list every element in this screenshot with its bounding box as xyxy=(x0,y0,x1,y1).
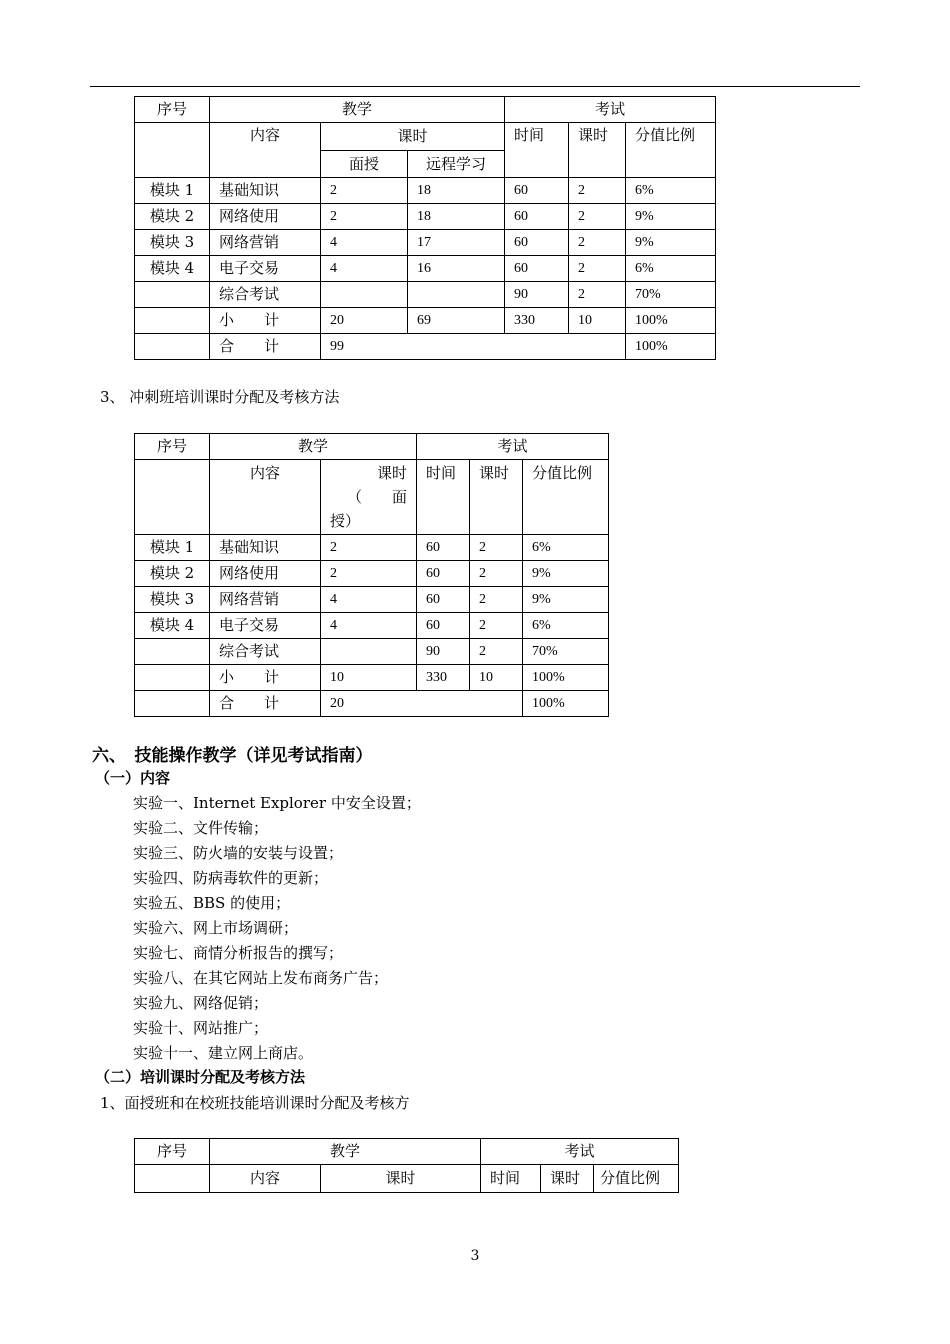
cell-seq xyxy=(135,665,210,691)
list-item: 实验一、Internet Explorer 中安全设置； xyxy=(133,794,421,812)
cell-seq: 模块 2 xyxy=(135,561,210,587)
cell-hours: 2 xyxy=(569,178,626,204)
cell-seq: 模块 2 xyxy=(135,204,210,230)
cell-content: 网络使用 xyxy=(210,204,321,230)
section-6-heading: 六、 技能操作教学（详见考试指南） xyxy=(92,746,373,766)
cell-time: 330 xyxy=(417,665,470,691)
cell-remote: 18 xyxy=(408,178,505,204)
cell-seq xyxy=(135,282,210,308)
cell-exam-hours: 2 xyxy=(470,639,523,665)
cell-seq: 模块 3 xyxy=(135,587,210,613)
table-row xyxy=(135,230,716,256)
cell-time: 60 xyxy=(417,561,470,587)
subsection-content-heading: （一）内容 xyxy=(95,769,171,787)
cell-hours xyxy=(321,639,417,665)
header-hours-line1: 课时 xyxy=(377,464,408,482)
total-label: 合 计 xyxy=(210,691,321,717)
list-item: 实验六、网上市场调研； xyxy=(133,919,299,937)
total-label: 合 计 xyxy=(210,334,321,360)
header-seq-empty xyxy=(135,1165,210,1193)
cell-ratio: 70% xyxy=(626,282,716,308)
header-ratio: 分值比例 xyxy=(523,460,609,535)
cell-seq xyxy=(135,334,210,360)
total-ratio: 100% xyxy=(523,691,609,717)
cell-content: 小 计 xyxy=(210,665,321,691)
total-value: 20 xyxy=(321,691,523,717)
cell-exam-hours: 10 xyxy=(470,665,523,691)
cell-time: 90 xyxy=(505,282,569,308)
schedule-table-1 xyxy=(134,96,716,360)
cell-exam-hours: 2 xyxy=(470,561,523,587)
table-row xyxy=(135,587,609,613)
header-seq: 序号 xyxy=(135,434,210,460)
cell-time: 60 xyxy=(417,613,470,639)
table-row xyxy=(135,613,609,639)
header-time: 时间 xyxy=(417,460,470,535)
header-content: 内容 xyxy=(210,123,321,178)
subsection-training-heading: （二）培训课时分配及考核方法 xyxy=(95,1068,306,1086)
cell-content: 电子交易 xyxy=(210,256,321,282)
section-3-title: 3、 冲刺班培训课时分配及考核方法 xyxy=(100,388,340,406)
cell-content: 网络使用 xyxy=(210,561,321,587)
cell-time: 330 xyxy=(505,308,569,334)
table-row xyxy=(135,561,609,587)
header-seq-empty xyxy=(135,460,210,535)
table-row xyxy=(135,535,609,561)
cell-face: 2 xyxy=(321,204,408,230)
cell-seq: 模块 4 xyxy=(135,613,210,639)
header-seq: 序号 xyxy=(135,97,210,123)
header-teach: 教学 xyxy=(210,97,505,123)
cell-ratio: 9% xyxy=(626,204,716,230)
header-face: 面授 xyxy=(321,151,408,178)
cell-ratio: 100% xyxy=(523,665,609,691)
header-teach: 教学 xyxy=(210,434,417,460)
cell-ratio: 9% xyxy=(626,230,716,256)
cell-content: 综合考试 xyxy=(210,639,321,665)
cell-content: 网络营销 xyxy=(210,230,321,256)
table-row xyxy=(135,178,716,204)
total-ratio: 100% xyxy=(626,334,716,360)
list-item: 实验八、在其它网站上发布商务广告； xyxy=(133,969,389,987)
cell-remote: 16 xyxy=(408,256,505,282)
list-item: 实验九、网络促销； xyxy=(133,994,269,1012)
list-item: 实验四、防病毒软件的更新； xyxy=(133,869,329,887)
table-row xyxy=(135,256,716,282)
cell-face: 20 xyxy=(321,308,408,334)
cell-hours: 2 xyxy=(321,535,417,561)
schedule-table-3 xyxy=(134,1138,679,1193)
list-item: 实验三、防火墙的安装与设置； xyxy=(133,844,344,862)
list-item: 实验十、网站推广； xyxy=(133,1019,269,1037)
header-teach: 教学 xyxy=(210,1139,481,1165)
cell-ratio: 6% xyxy=(523,613,609,639)
cell-content: 基础知识 xyxy=(210,535,321,561)
cell-remote xyxy=(408,282,505,308)
cell-seq xyxy=(135,639,210,665)
cell-time: 90 xyxy=(417,639,470,665)
header-exam-hours: 课时 xyxy=(569,123,626,178)
header-time: 时间 xyxy=(481,1165,541,1193)
header-content: 内容 xyxy=(210,460,321,535)
cell-content: 电子交易 xyxy=(210,613,321,639)
cell-face: 4 xyxy=(321,230,408,256)
cell-hours: 4 xyxy=(321,587,417,613)
table-row xyxy=(135,204,716,230)
cell-time: 60 xyxy=(505,178,569,204)
cell-content: 基础知识 xyxy=(210,178,321,204)
cell-hours: 10 xyxy=(321,665,417,691)
list-item: 实验十一、建立网上商店。 xyxy=(133,1044,314,1062)
header-hours: 课时 xyxy=(321,123,505,151)
header-ratio: 分值比例 xyxy=(594,1165,679,1193)
cell-seq xyxy=(135,308,210,334)
item-1-title: 1、面授班和在校班技能培训课时分配及考核方 xyxy=(100,1094,410,1112)
header-hours-line3: 授） xyxy=(330,512,361,530)
subtotal-row xyxy=(135,665,609,691)
cell-hours: 2 xyxy=(321,561,417,587)
header-seq: 序号 xyxy=(135,1139,210,1165)
cell-ratio: 6% xyxy=(626,256,716,282)
cell-content: 小 计 xyxy=(210,308,321,334)
cell-hours: 10 xyxy=(569,308,626,334)
header-exam: 考试 xyxy=(481,1139,679,1165)
header-time: 时间 xyxy=(505,123,569,178)
cell-seq: 模块 3 xyxy=(135,230,210,256)
cell-face xyxy=(321,282,408,308)
total-value: 99 xyxy=(321,334,626,360)
cell-hours: 2 xyxy=(569,282,626,308)
cell-remote: 69 xyxy=(408,308,505,334)
cell-hours: 2 xyxy=(569,204,626,230)
cell-exam-hours: 2 xyxy=(470,587,523,613)
cell-seq: 模块 4 xyxy=(135,256,210,282)
header-content: 内容 xyxy=(210,1165,321,1193)
subtotal-row xyxy=(135,308,716,334)
cell-time: 60 xyxy=(505,256,569,282)
list-item: 实验五、BBS 的使用； xyxy=(133,894,291,912)
cell-ratio: 6% xyxy=(523,535,609,561)
cell-seq: 模块 1 xyxy=(135,535,210,561)
cell-content: 综合考试 xyxy=(210,282,321,308)
header-ratio: 分值比例 xyxy=(626,123,716,178)
experiment-list xyxy=(133,791,421,1066)
cell-hours: 2 xyxy=(569,230,626,256)
table-row xyxy=(135,282,716,308)
cell-ratio: 6% xyxy=(626,178,716,204)
header-exam: 考试 xyxy=(417,434,609,460)
cell-exam-hours: 2 xyxy=(470,535,523,561)
cell-face: 4 xyxy=(321,256,408,282)
cell-time: 60 xyxy=(505,230,569,256)
cell-content: 网络营销 xyxy=(210,587,321,613)
header-exam-hours: 课时 xyxy=(541,1165,594,1193)
cell-seq: 模块 1 xyxy=(135,178,210,204)
cell-ratio: 70% xyxy=(523,639,609,665)
header-rule xyxy=(90,86,860,87)
cell-exam-hours: 2 xyxy=(470,613,523,639)
header-hours: 课时 xyxy=(321,1165,481,1193)
header-seq-empty xyxy=(135,123,210,178)
header-exam: 考试 xyxy=(505,97,716,123)
table-row xyxy=(135,639,609,665)
header-hours-face xyxy=(321,460,417,535)
cell-hours: 2 xyxy=(569,256,626,282)
total-row xyxy=(135,334,716,360)
cell-time: 60 xyxy=(417,587,470,613)
cell-remote: 17 xyxy=(408,230,505,256)
cell-time: 60 xyxy=(505,204,569,230)
cell-time: 60 xyxy=(417,535,470,561)
list-item: 实验七、商情分析报告的撰写； xyxy=(133,944,344,962)
cell-remote: 18 xyxy=(408,204,505,230)
cell-ratio: 9% xyxy=(523,587,609,613)
schedule-table-2 xyxy=(134,433,609,717)
cell-seq xyxy=(135,691,210,717)
page-number: 3 xyxy=(470,1248,480,1264)
header-remote: 远程学习 xyxy=(408,151,505,178)
cell-ratio: 9% xyxy=(523,561,609,587)
total-row xyxy=(135,691,609,717)
list-item: 实验二、文件传输； xyxy=(133,819,269,837)
cell-face: 2 xyxy=(321,178,408,204)
cell-ratio: 100% xyxy=(626,308,716,334)
header-hours-line2: （ 面 xyxy=(347,488,408,506)
header-exam-hours: 课时 xyxy=(470,460,523,535)
cell-hours: 4 xyxy=(321,613,417,639)
